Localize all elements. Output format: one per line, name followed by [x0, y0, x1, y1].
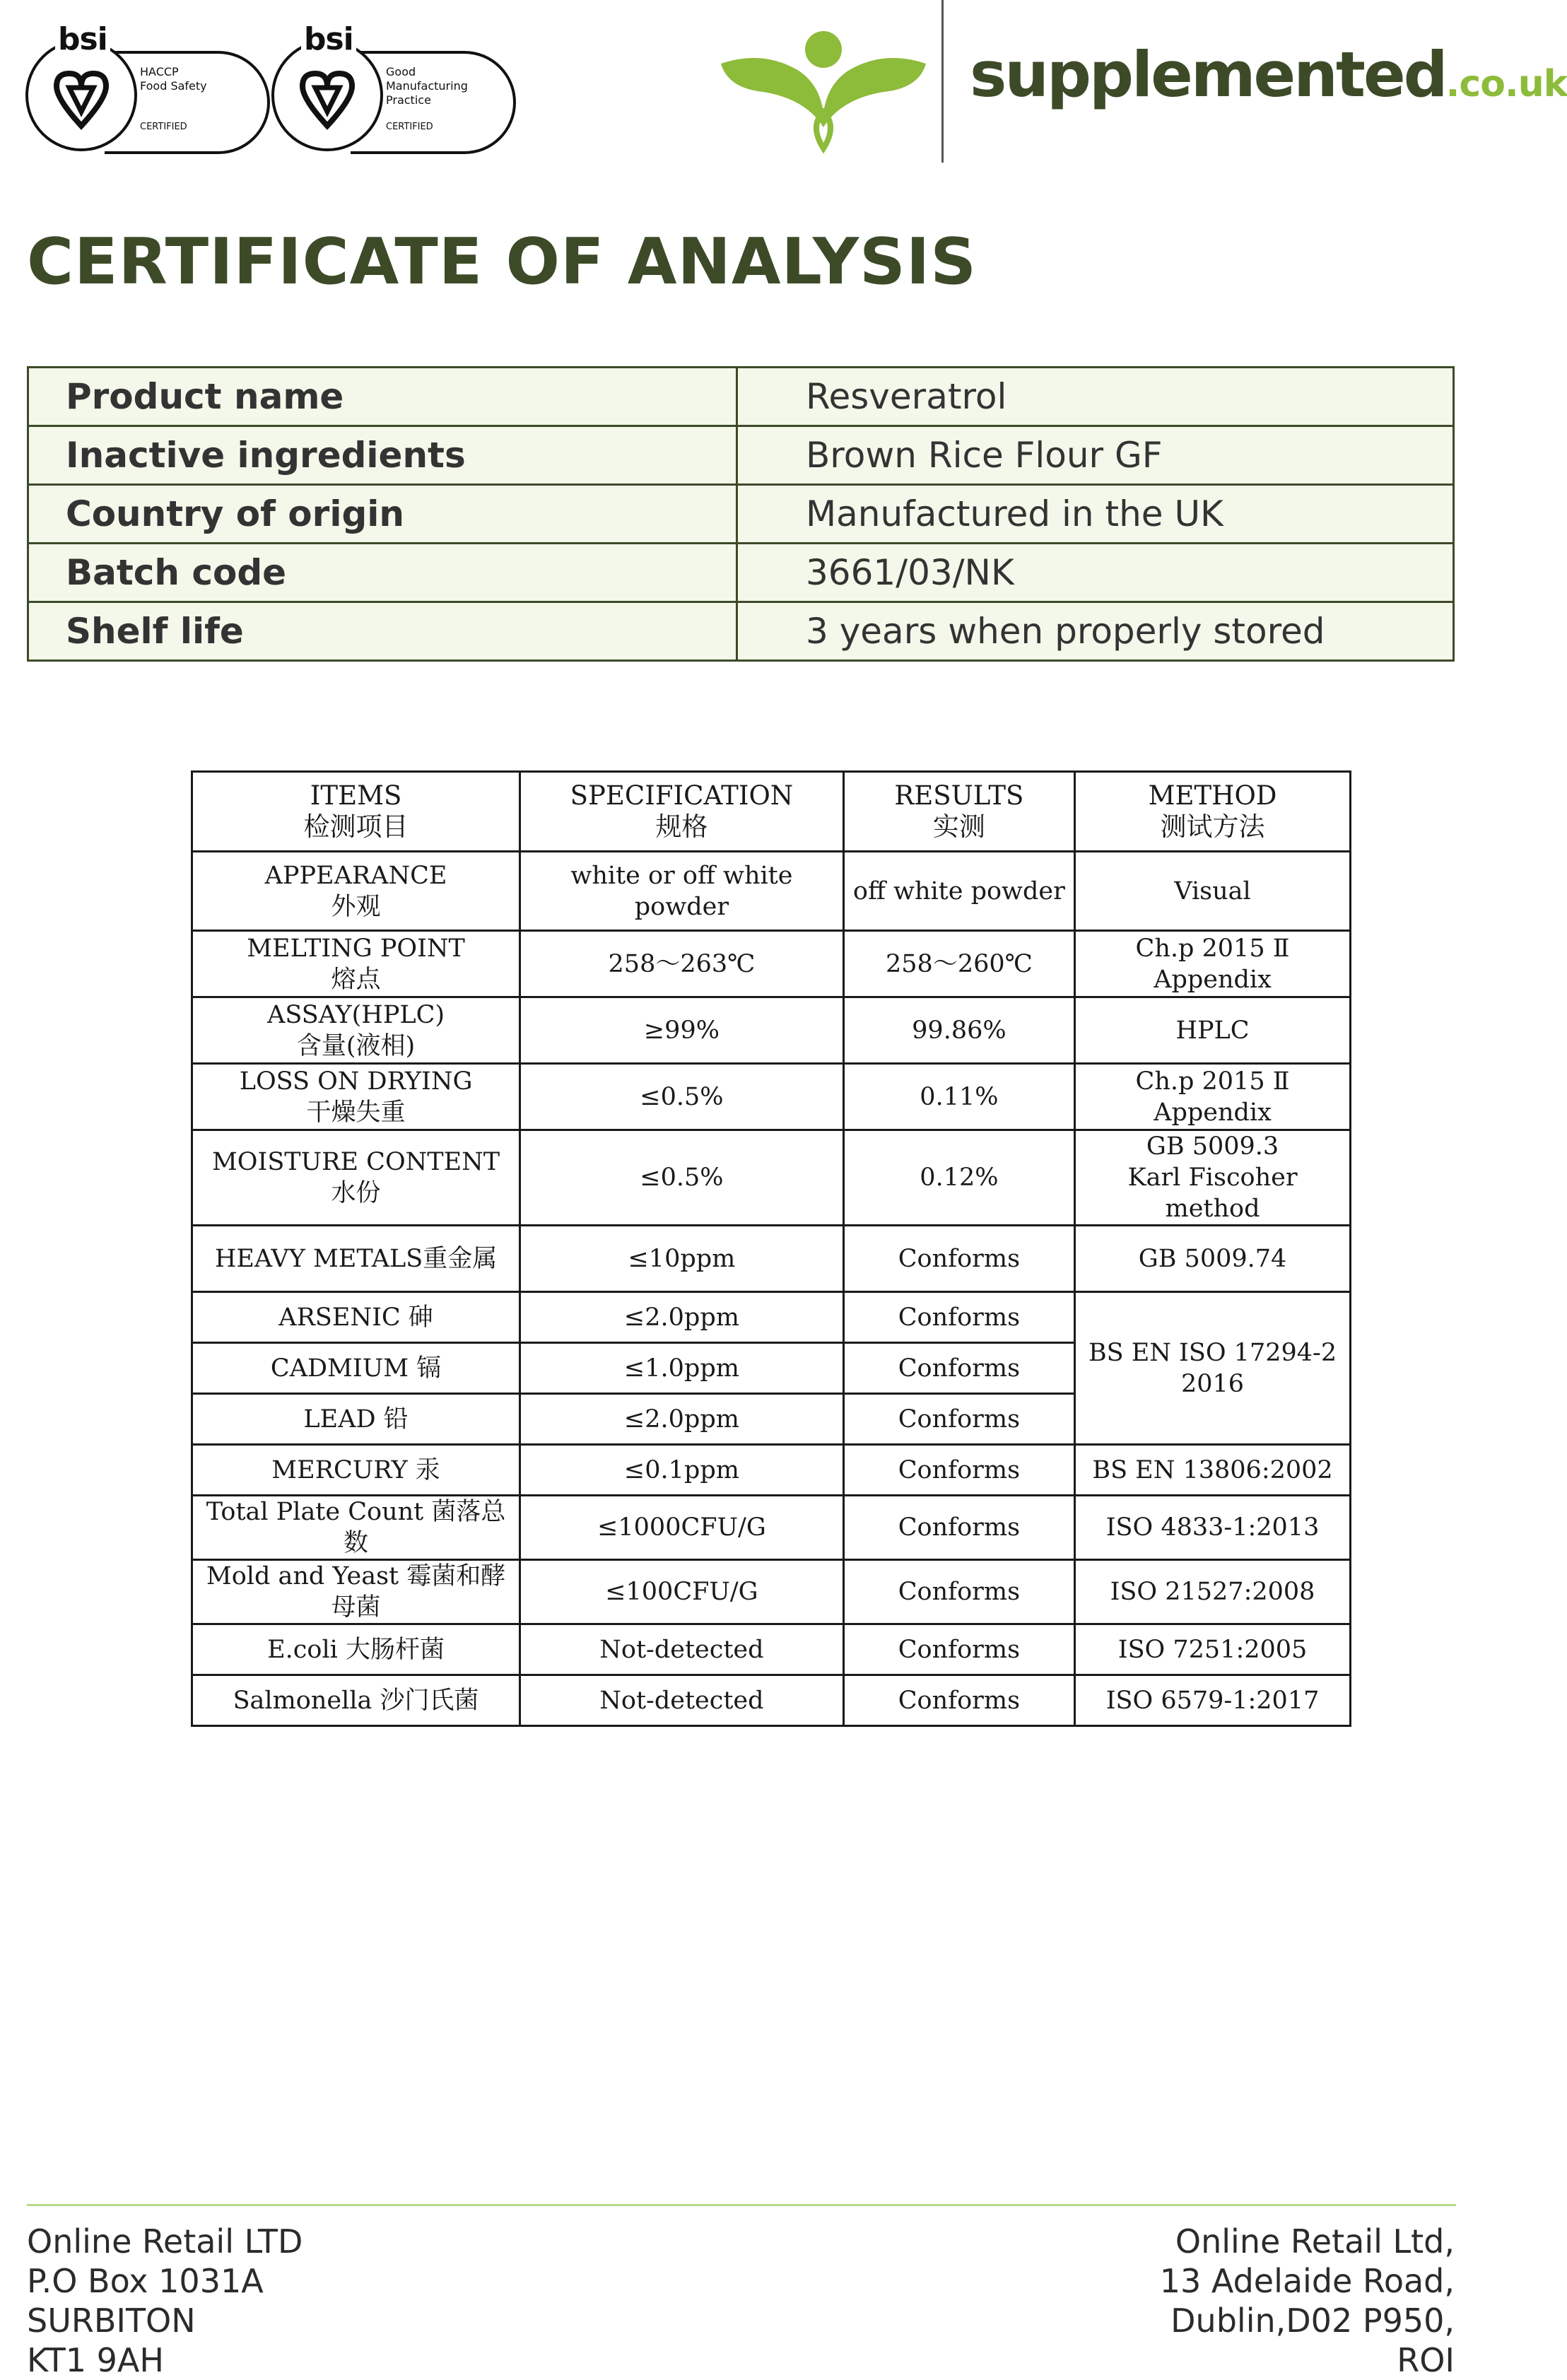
bsi-wordmark: bsi	[55, 21, 110, 57]
result-cell: Conforms	[843, 1496, 1074, 1560]
analysis-header-row	[192, 772, 1351, 852]
info-label: Inactive ingredients	[28, 426, 737, 485]
table-row	[192, 1130, 1351, 1226]
result-cell: off white powder	[843, 852, 1074, 931]
table-row	[192, 1675, 1351, 1726]
spec-cell: Not-detected	[520, 1675, 844, 1726]
info-label: Shelf life	[28, 602, 737, 661]
method-cell: ISO 6579-1:2017	[1075, 1675, 1351, 1726]
method-cell: Ch.p 2015 Ⅱ Appendix	[1075, 1064, 1351, 1130]
page-title: CERTIFICATE OF ANALYSIS	[27, 225, 978, 299]
column-header: ITEMS 检测项目	[192, 772, 520, 852]
kitemark-icon	[274, 42, 380, 148]
spec-cell: Not-detected	[520, 1624, 844, 1675]
spec-cell: 258～263℃	[520, 931, 844, 997]
method-cell: BS EN ISO 17294-2 2016	[1075, 1292, 1351, 1445]
table-row	[192, 1496, 1351, 1560]
info-value: Brown Rice Flour GF	[737, 426, 1454, 485]
product-info-table	[27, 366, 1455, 662]
item-cell: E.coli 大肠杆菌	[192, 1624, 520, 1675]
spec-cell: ≤100CFU/G	[520, 1560, 844, 1624]
method-cell: BS EN 13806:2002	[1075, 1445, 1351, 1496]
table-row	[192, 1624, 1351, 1675]
item-cell: Total Plate Count 菌落总数	[192, 1496, 520, 1560]
footer-divider	[27, 2204, 1456, 2206]
result-cell: Conforms	[843, 1292, 1074, 1343]
footer-address-roi: Online Retail Ltd, 13 Adelaide Road, Dublin,D02 P950, ROI	[1159, 2222, 1455, 2379]
spec-cell: ≤2.0ppm	[520, 1394, 844, 1445]
logo-divider	[941, 0, 944, 163]
info-value: Resveratrol	[737, 368, 1454, 426]
item-cell: HEAVY METALS重金属	[192, 1226, 520, 1292]
method-cell: ISO 7251:2005	[1075, 1624, 1351, 1675]
spec-cell: ≤1000CFU/G	[520, 1496, 844, 1560]
spec-cell: ≤0.1ppm	[520, 1445, 844, 1496]
result-cell: 258～260℃	[843, 931, 1074, 997]
method-cell: ISO 21527:2008	[1075, 1560, 1351, 1624]
kitemark-icon	[28, 42, 134, 148]
result-cell: 0.11%	[843, 1064, 1074, 1130]
analysis-table	[191, 770, 1351, 1727]
column-header: METHOD 测试方法	[1075, 772, 1351, 852]
badge-status: CERTIFIED	[386, 122, 433, 132]
table-row	[192, 1292, 1351, 1343]
method-cell: Visual	[1075, 852, 1351, 931]
result-cell: 99.86%	[843, 997, 1074, 1064]
result-cell: Conforms	[843, 1226, 1074, 1292]
table-row	[192, 852, 1351, 931]
table-row	[192, 1560, 1351, 1624]
item-cell: Salmonella 沙门氏菌	[192, 1675, 520, 1726]
result-cell: Conforms	[843, 1343, 1074, 1394]
method-cell: HPLC	[1075, 997, 1351, 1064]
method-cell: GB 5009.3 Karl Fiscoher method	[1075, 1130, 1351, 1226]
badge-status: CERTIFIED	[140, 122, 187, 132]
method-cell: GB 5009.74	[1075, 1226, 1351, 1292]
table-row	[28, 602, 1454, 661]
info-label: Product name	[28, 368, 737, 426]
result-cell: Conforms	[843, 1560, 1074, 1624]
table-row	[28, 544, 1454, 602]
spec-cell: white or off white powder	[520, 852, 844, 931]
gmp-badge	[271, 20, 519, 139]
method-cell: ISO 4833-1:2013	[1075, 1496, 1351, 1560]
table-row	[192, 931, 1351, 997]
table-row	[192, 997, 1351, 1064]
bsi-wordmark: bsi	[301, 21, 356, 57]
spec-cell: ≤10ppm	[520, 1226, 844, 1292]
info-value: 3 years when properly stored	[737, 602, 1454, 661]
item-cell: MELTING POINT 熔点	[192, 931, 520, 997]
item-cell: LEAD 铅	[192, 1394, 520, 1445]
analysis-body	[192, 852, 1351, 1726]
item-cell: MOISTURE CONTENT 水份	[192, 1130, 520, 1226]
item-cell: ARSENIC 砷	[192, 1292, 520, 1343]
spec-cell: ≥99%	[520, 997, 844, 1064]
table-row	[28, 426, 1454, 485]
item-cell: LOSS ON DRYING 干燥失重	[192, 1064, 520, 1130]
badge-lines: Good Manufacturing Practice	[386, 65, 468, 107]
info-value: Manufactured in the UK	[737, 485, 1454, 544]
haccp-badge	[25, 20, 273, 139]
item-cell: APPEARANCE 外观	[192, 852, 520, 931]
result-cell: Conforms	[843, 1394, 1074, 1445]
brand-logo: supplemented.co.uk	[970, 38, 1567, 111]
info-label: Batch code	[28, 544, 737, 602]
result-cell: Conforms	[843, 1445, 1074, 1496]
spec-cell: ≤0.5%	[520, 1130, 844, 1226]
footer-address-uk: Online Retail LTD P.O Box 1031A SURBITON KT1 9AH	[27, 2222, 303, 2379]
item-cell: Mold and Yeast 霉菌和酵 母菌	[192, 1560, 520, 1624]
table-row	[192, 1226, 1351, 1292]
item-cell: CADMIUM 镉	[192, 1343, 520, 1394]
badge-lines: HACCP Food Safety	[140, 65, 207, 93]
sprout-person-icon	[721, 21, 926, 156]
method-cell: Ch.p 2015 Ⅱ Appendix	[1075, 931, 1351, 997]
result-cell: Conforms	[843, 1675, 1074, 1726]
result-cell: Conforms	[843, 1624, 1074, 1675]
column-header: SPECIFICATION 规格	[520, 772, 844, 852]
table-row	[192, 1445, 1351, 1496]
table-row	[192, 1064, 1351, 1130]
spec-cell: ≤1.0ppm	[520, 1343, 844, 1394]
spec-cell: ≤0.5%	[520, 1064, 844, 1130]
spec-cell: ≤2.0ppm	[520, 1292, 844, 1343]
table-row	[28, 368, 1454, 426]
result-cell: 0.12%	[843, 1130, 1074, 1226]
item-cell: ASSAY(HPLC) 含量(液相)	[192, 997, 520, 1064]
info-label: Country of origin	[28, 485, 737, 544]
info-value: 3661/03/NK	[737, 544, 1454, 602]
column-header: RESULTS 实测	[843, 772, 1074, 852]
item-cell: MERCURY 汞	[192, 1445, 520, 1496]
table-row	[28, 485, 1454, 544]
